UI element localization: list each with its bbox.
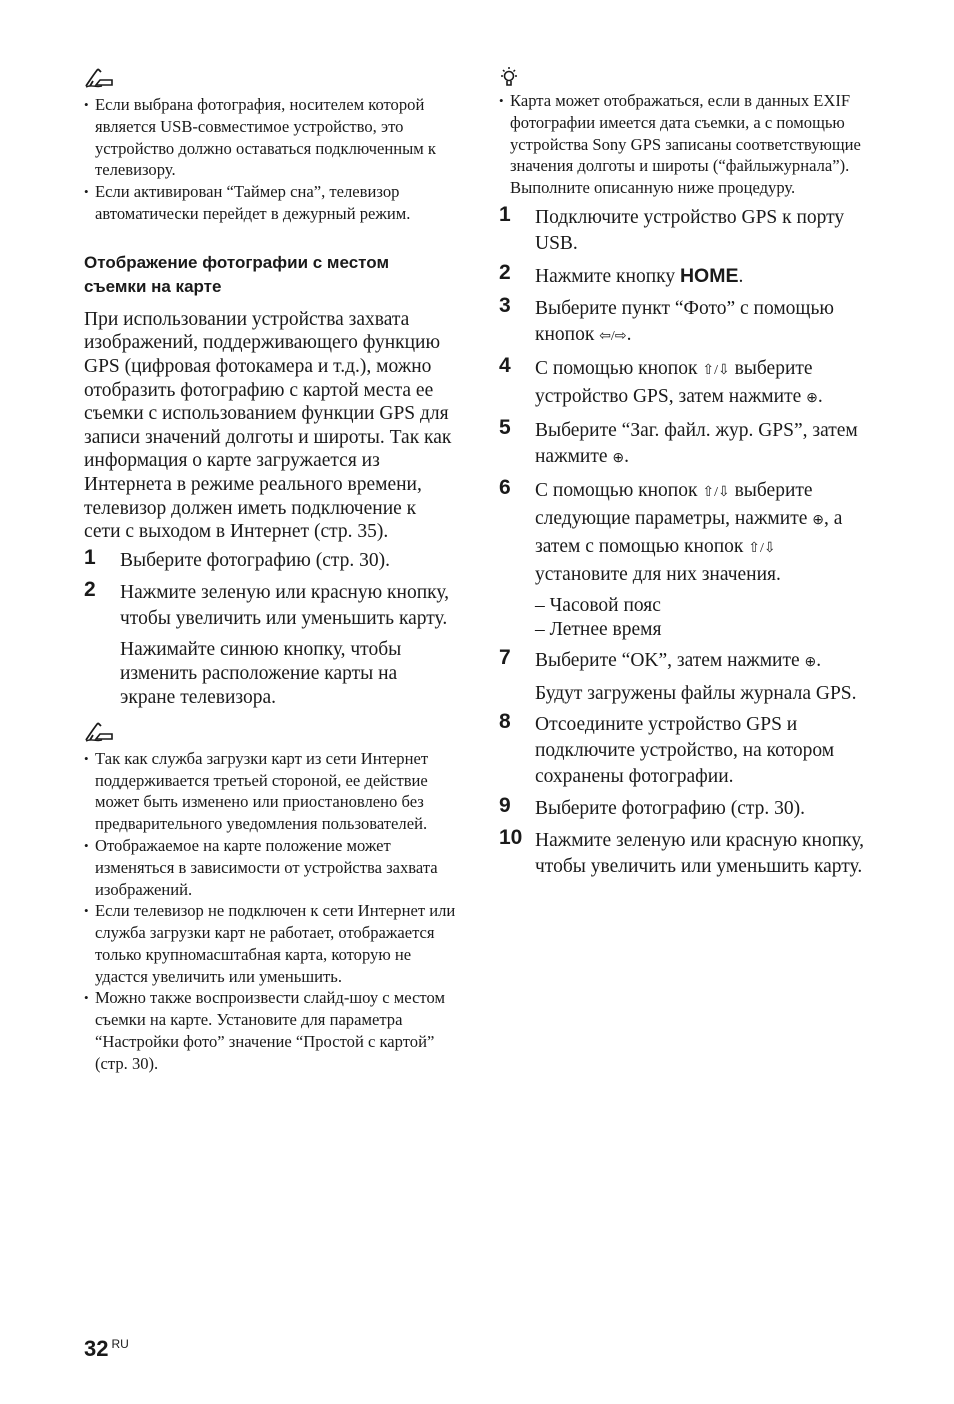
right-steps <box>499 202 871 880</box>
enter-button-icon: ⊕ <box>806 390 818 406</box>
step-item <box>499 645 871 706</box>
right-column <box>499 66 871 886</box>
section-heading: Отображение фотографии с местом съемки на карте <box>84 252 390 296</box>
step-text: Отсоедините устройство GPS и подключите устройство, на котором сохранены фотографии. <box>535 713 835 787</box>
up-down-arrow-icon: ⇧/⇩ <box>702 362 730 378</box>
step-text: Нажмите зеленую или красную кнопку, чтобы увеличить или уменьшить карту. <box>535 829 865 877</box>
text-run: Выберите “OK”, затем нажмите <box>535 649 805 671</box>
step-text <box>535 263 871 290</box>
step-text <box>535 648 871 676</box>
step-text <box>535 478 871 588</box>
text-run: . <box>816 649 822 671</box>
left-steps <box>84 545 456 710</box>
text-run: выберите следующие параметры, нажмите <box>535 479 813 529</box>
step-number: 1 <box>499 202 511 226</box>
step-number: 3 <box>499 293 511 317</box>
step-number: 10 <box>499 825 523 849</box>
step-text: Выберите фотографию (стр. 30). <box>120 549 391 571</box>
left-column <box>84 66 456 1075</box>
step-number: 5 <box>499 415 511 439</box>
text-run: Выберите пункт “Фото” с помощью кнопок <box>535 297 834 345</box>
enter-button-icon: ⊕ <box>804 654 817 670</box>
step-number: 1 <box>84 545 96 569</box>
text-run: выберите устройство GPS, затем нажмите <box>535 357 813 407</box>
note-pencil-icon <box>84 720 456 748</box>
language-code: RU <box>111 1337 129 1351</box>
note-pencil-icon <box>84 66 456 94</box>
text-run: Выберите “Заг. файл. жур. GPS”, затем нажмите <box>535 419 858 467</box>
option-list <box>535 594 871 642</box>
page-footer <box>84 1336 129 1362</box>
step-item <box>499 475 871 642</box>
notes-list-top <box>84 94 456 225</box>
note-item: • Если телевизор не подключен к сети Интернет или служба загрузки карт не работает, отображается только крупномасштабная карта, которую не удастся увеличить или уменьшить. <box>84 900 456 987</box>
text-run: С помощью кнопок <box>535 357 703 379</box>
step-item <box>499 709 871 790</box>
step-item <box>499 353 871 412</box>
step-item <box>499 415 871 472</box>
step-item <box>499 260 871 290</box>
step-number: 2 <box>84 577 96 601</box>
up-down-arrow-icon: ⇧/⇩ <box>748 540 776 556</box>
step-text <box>535 418 871 472</box>
step-item <box>499 793 871 822</box>
notes-list-bottom <box>84 748 456 1075</box>
step-item <box>499 202 871 257</box>
text-run: , а затем с помощью кнопок <box>535 507 843 557</box>
step-subtext: Нажимайте синюю кнопку, чтобы изменить расположение карты на экране телевизора. <box>120 638 402 708</box>
step-text: Выберите фотографию (стр. 30). <box>535 797 806 819</box>
step-subtext: Будут загружены файлы журнала GPS. <box>535 682 857 704</box>
step-item <box>84 545 456 574</box>
left-right-arrow-icon: ⇦/⇨ <box>599 328 627 344</box>
step-item <box>499 825 871 880</box>
note-item: • Так как служба загрузки карт из сети Интернет поддерживается третьей стороной, ее действие может быть изменено или приостановлено без предварительного уведомления пользователей. <box>84 748 456 835</box>
home-button-label: HOME <box>679 264 739 287</box>
enter-button-icon: ⊕ <box>812 512 824 528</box>
tip-item: • Карта может отображаться, если в данных EXIF фотографии имеется дата съемки, а с помощью устройства Sony GPS записаны соответствующие значения долготы и широты (“файлыжурнала”). Выполните описанную ниже процедуру. <box>499 90 871 199</box>
note-item: • Можно также воспроизвести слайд-шоу с местом съемки на карте. Установите для параметра “Настройки фото” значение “Простой с картой” (стр. 30). <box>84 987 456 1074</box>
step-number: 6 <box>499 475 511 499</box>
step-number: 8 <box>499 709 511 733</box>
note-item: • Если активирован “Таймер сна”, телевизор автоматически перейдет в дежурный режим. <box>84 181 456 225</box>
text-run: С помощью кнопок <box>535 479 703 501</box>
step-number: 9 <box>499 793 511 817</box>
text-run: . <box>817 385 823 407</box>
step-text <box>535 296 871 350</box>
step-text <box>535 356 871 412</box>
up-down-arrow-icon: ⇧/⇩ <box>702 484 730 500</box>
step-item <box>84 577 456 710</box>
tip-lightbulb-icon <box>499 66 871 90</box>
tip-list <box>499 90 871 199</box>
text-run: Нажмите кнопку <box>535 265 680 287</box>
step-item <box>499 293 871 350</box>
page-number: 32 <box>84 1336 109 1361</box>
step-text: Подключите устройство GPS к порту USB. <box>535 206 845 254</box>
text-run: . <box>624 445 629 467</box>
enter-button-icon: ⊕ <box>612 450 625 466</box>
step-text: Нажмите зеленую или красную кнопку, чтобы увеличить или уменьшить карту. <box>120 581 450 629</box>
note-item: • Отображаемое на карте положение может изменяться в зависимости от устройства захвата изображений. <box>84 835 456 900</box>
option-item: – Часовой пояс <box>535 594 661 616</box>
step-number: 2 <box>499 260 511 284</box>
text-run: установите для них значения. <box>535 563 781 585</box>
intro-paragraph: При использовании устройства захвата изображений, поддерживающего функцию GPS (цифровая фотокамера и т.д.), можно отобразить фотографию с картой места ее съемки с использованием функции GPS для записи значений долготы и широты. Так как информация о карте загружается из Интернета в режиме реального времени, телевизор должен иметь подключение к сети с выходом в Интернет (стр. 35). <box>84 308 452 543</box>
step-number: 7 <box>499 645 511 669</box>
text-run: . <box>738 265 744 287</box>
step-number: 4 <box>499 353 511 377</box>
option-item: – Летнее время <box>535 618 662 640</box>
note-item: • Если выбрана фотография, носителем которой является USB-совместимое устройство, это устройство должно оставаться подключенным к телевизору. <box>84 94 456 181</box>
text-run: . <box>626 323 632 345</box>
